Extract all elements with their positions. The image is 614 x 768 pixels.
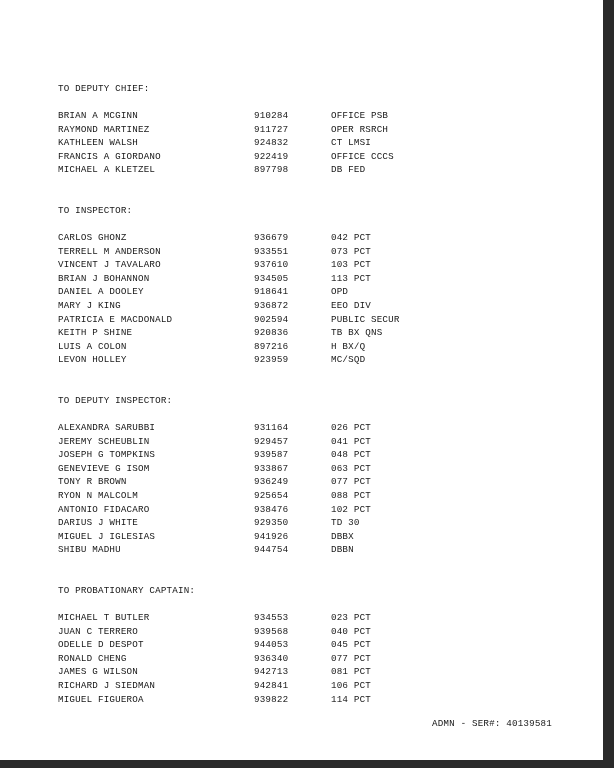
command: 077 PCT [331, 476, 371, 488]
section-deputy-chief [58, 83, 578, 176]
command: 077 PCT [331, 652, 371, 664]
name: JEREMY SCHEUBLIN [58, 435, 150, 447]
command: 114 PCT [331, 693, 371, 705]
name: JAMES G WILSON [58, 666, 138, 678]
tax-id: 931164 [254, 422, 289, 433]
name: JOSEPH G TOMPKINS [58, 449, 156, 461]
tax-id: 923959 [254, 354, 289, 366]
tax-id: 933867 [254, 462, 289, 474]
tax-id: 910284 [254, 110, 289, 121]
name: RYON N MALCOLM [58, 489, 138, 501]
name: CARLOS GHONZ [58, 232, 127, 243]
command: H BX/Q [331, 340, 366, 352]
tax-id: 936679 [254, 232, 289, 243]
tax-id: 942841 [254, 679, 289, 691]
name: ALEXANDRA SARUBBI [58, 422, 156, 433]
name: RONALD CHENG [58, 652, 127, 664]
tax-id: 897798 [254, 164, 289, 176]
command: DB FED [331, 164, 366, 176]
command: 088 PCT [331, 489, 371, 501]
command: 113 PCT [331, 272, 371, 284]
tax-id: 939822 [254, 693, 289, 705]
section-inspector [58, 205, 578, 366]
command: 081 PCT [331, 666, 371, 678]
tax-id: 933551 [254, 245, 289, 257]
command: DBBN [331, 544, 354, 556]
tax-id: 936249 [254, 476, 289, 488]
name: SHIBU MADHU [58, 544, 121, 556]
command: 063 PCT [331, 462, 371, 474]
tax-id: 942713 [254, 666, 289, 678]
tax-id: 929350 [254, 517, 289, 529]
tax-id: 941926 [254, 530, 289, 542]
command: PUBLIC SECUR [331, 313, 400, 325]
name: VINCENT J TAVALARO [58, 259, 161, 271]
command: 048 PCT [331, 449, 371, 461]
name: JUAN C TERRERO [58, 625, 138, 637]
name: MICHAEL T BUTLER [58, 612, 150, 623]
command: 026 PCT [331, 422, 371, 433]
name: LEVON HOLLEY [58, 354, 127, 366]
tax-id: 922419 [254, 150, 289, 162]
command: 102 PCT [331, 503, 371, 515]
tax-id: 936340 [254, 652, 289, 664]
command: OPD [331, 286, 349, 298]
name: RAYMOND MARTINEZ [58, 123, 150, 135]
command: TB BX QNS [331, 327, 383, 339]
tax-id: 925654 [254, 489, 289, 501]
name: KEITH P SHINE [58, 327, 133, 339]
command: 041 PCT [331, 435, 371, 447]
tax-id: 911727 [254, 123, 289, 135]
tax-id: 936872 [254, 299, 289, 311]
name: TERRELL M ANDERSON [58, 245, 161, 257]
command: 045 PCT [331, 639, 371, 651]
tax-id: 937610 [254, 259, 289, 271]
tax-id: 918641 [254, 286, 289, 298]
tax-id: 934553 [254, 612, 289, 623]
name: BRIAN J BOHANNON [58, 272, 150, 284]
name: KATHLEEN WALSH [58, 137, 138, 149]
tax-id: 944754 [254, 544, 289, 556]
command: 042 PCT [331, 232, 371, 243]
command: 103 PCT [331, 259, 371, 271]
name: MIGUEL FIGUEROA [58, 693, 144, 705]
name: DARIUS J WHITE [58, 517, 138, 529]
name: GENEVIEVE G ISOM [58, 462, 150, 474]
name: ODELLE D DESPOT [58, 639, 144, 651]
tax-id: 934505 [254, 272, 289, 284]
tax-id: 939568 [254, 625, 289, 637]
command: MC/SQD [331, 354, 366, 366]
section-heading: TO INSPECTOR: [58, 205, 133, 216]
command: OPER RSRCH [331, 123, 389, 135]
command: DBBX [331, 530, 354, 542]
command: EEO DIV [331, 299, 371, 311]
command: 073 PCT [331, 245, 371, 257]
name: LUIS A COLON [58, 340, 127, 352]
tax-id: 929457 [254, 435, 289, 447]
section-probationary-captain [58, 585, 578, 705]
viewer-background-edge [603, 0, 614, 768]
tax-id: 902594 [254, 313, 289, 325]
serial-number-footer: ADMN - SER#: 40139581 [432, 718, 552, 729]
command: OFFICE CCCS [331, 150, 394, 162]
name: DANIEL A DOOLEY [58, 286, 144, 298]
command: 106 PCT [331, 679, 371, 691]
tax-id: 938476 [254, 503, 289, 515]
command: TD 30 [331, 517, 360, 529]
name: ANTONIO FIDACARO [58, 503, 150, 515]
name: MICHAEL A KLETZEL [58, 164, 156, 176]
command: OFFICE PSB [331, 110, 389, 121]
name: BRIAN A MCGINN [58, 110, 138, 121]
tax-id: 920836 [254, 327, 289, 339]
command: CT LMSI [331, 137, 371, 149]
name: MIGUEL J IGLESIAS [58, 530, 156, 542]
tax-id: 897216 [254, 340, 289, 352]
tax-id: 924832 [254, 137, 289, 149]
name: TONY R BROWN [58, 476, 127, 488]
command: 023 PCT [331, 612, 371, 623]
section-heading: TO DEPUTY INSPECTOR: [58, 395, 173, 406]
name: RICHARD J SIEDMAN [58, 679, 156, 691]
section-heading: TO DEPUTY CHIEF: [58, 83, 150, 94]
section-heading: TO PROBATIONARY CAPTAIN: [58, 585, 196, 596]
name: MARY J KING [58, 299, 121, 311]
section-deputy-inspector [58, 395, 578, 556]
name: PATRICIA E MACDONALD [58, 313, 173, 325]
name: FRANCIS A GIORDANO [58, 150, 161, 162]
tax-id: 944053 [254, 639, 289, 651]
command: 040 PCT [331, 625, 371, 637]
tax-id: 939587 [254, 449, 289, 461]
